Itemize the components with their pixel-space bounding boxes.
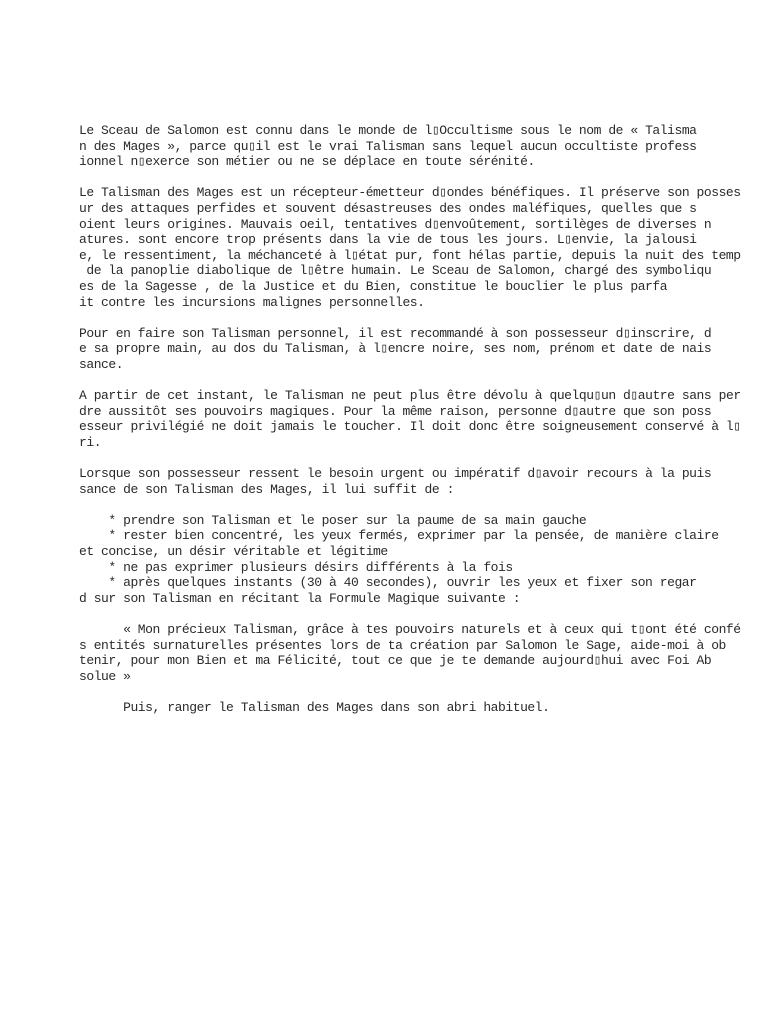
- list-item: * ne pas exprimer plusieurs désirs différents à la fois: [79, 559, 513, 575]
- text-line: e, le ressentiment, la méchanceté à l▯état pur, font hélas partie, depuis la nuit des temp: [79, 247, 741, 263]
- text-line: oient leurs origines. Mauvais oeil, tentatives d▯envoûtement, sortilèges de diverses n: [79, 216, 712, 232]
- text-line: sance.: [79, 356, 124, 372]
- paragraph-receiver: [79, 185, 768, 310]
- text-line: de la panoplie diabolique de l▯être humain. Le Sceau de Salomon, chargé des symboliqu: [79, 263, 712, 279]
- text-line: A partir de cet instant, le Talisman ne peut plus être dévolu à quelqu▯un d▯autre sans per: [79, 388, 741, 404]
- list-item: d sur son Talisman en récitant la Formule Magique suivante :: [79, 590, 521, 606]
- list-item: * prendre son Talisman et le poser sur la paume de sa main gauche: [79, 512, 587, 528]
- instruction-list: [79, 513, 768, 607]
- text-line: ri.: [79, 434, 102, 450]
- text-line: tenir, pour mon Bien et ma Félicité, tout ce que je te demande aujourd▯hui avec Foi Ab: [79, 653, 712, 669]
- paragraph-ownership: [79, 388, 768, 450]
- text-line: esseur privilégié ne doit jamais le toucher. Il doit donc être soigneusement conservé à l▯: [79, 419, 741, 435]
- text-line: e sa propre main, au dos du Talisman, à l▯encre noire, ses nom, prénom et date de nais: [79, 341, 712, 357]
- text-line: sance de son Talisman des Mages, il lui suffit de :: [79, 481, 454, 497]
- text-line: dre aussitôt ses pouvoirs magiques. Pour la même raison, personne d▯autre que son poss: [79, 403, 712, 419]
- magic-formula: [79, 622, 768, 684]
- text-line: Pour en faire son Talisman personnel, il est recommandé à son possesseur d▯inscrire, d: [79, 325, 712, 341]
- text-line: solue »: [79, 668, 131, 684]
- list-item: * après quelques instants (30 à 40 secondes), ouvrir les yeux et fixer son regar: [79, 575, 697, 591]
- text-line: ionnel n▯exerce son métier ou ne se déplace en toute sérénité.: [79, 154, 535, 170]
- text-line: Le Talisman des Mages est un récepteur-émetteur d▯ondes bénéfiques. Il préserve son posses: [79, 185, 741, 201]
- list-item: et concise, un désir véritable et légitime: [79, 544, 388, 560]
- paragraph-usage: [79, 466, 768, 497]
- list-item: * rester bien concentré, les yeux fermés, exprimer par la pensée, de manière claire: [79, 528, 719, 544]
- text-line: n des Mages », parce qu▯il est le vrai Talisman sans lequel aucun occultiste profess: [79, 138, 697, 154]
- text-line: Lorsque son possesseur ressent le besoin urgent ou impératif d▯avoir recours à la puis: [79, 466, 712, 482]
- text-line: it contre les incursions malignes personnelles.: [79, 294, 425, 310]
- paragraph-personal: [79, 326, 768, 373]
- text-line: Le Sceau de Salomon est connu dans le monde de l▯Occultisme sous le nom de « Talisma: [79, 123, 697, 138]
- closing-instruction: [79, 700, 768, 716]
- document-body: [79, 123, 768, 731]
- text-line: ur des attaques perfides et souvent désastreuses des ondes maléfiques, quelles que s: [79, 200, 697, 216]
- text-line: s entités surnaturelles présentes lors de ta création par Salomon le Sage, aide-moi à ob: [79, 637, 726, 653]
- text-line: « Mon précieux Talisman, grâce à tes pouvoirs naturels et à ceux qui t▯ont été confé: [79, 622, 741, 637]
- text-line: es de la Sagesse , de la Justice et du Bien, constitue le bouclier le plus parfa: [79, 278, 668, 294]
- text-line: atures. sont encore trop présents dans la vie de tous les jours. L▯envie, la jalousi: [79, 232, 697, 248]
- paragraph-intro: [79, 123, 768, 170]
- text-line: Puis, ranger le Talisman des Mages dans son abri habituel.: [79, 699, 550, 715]
